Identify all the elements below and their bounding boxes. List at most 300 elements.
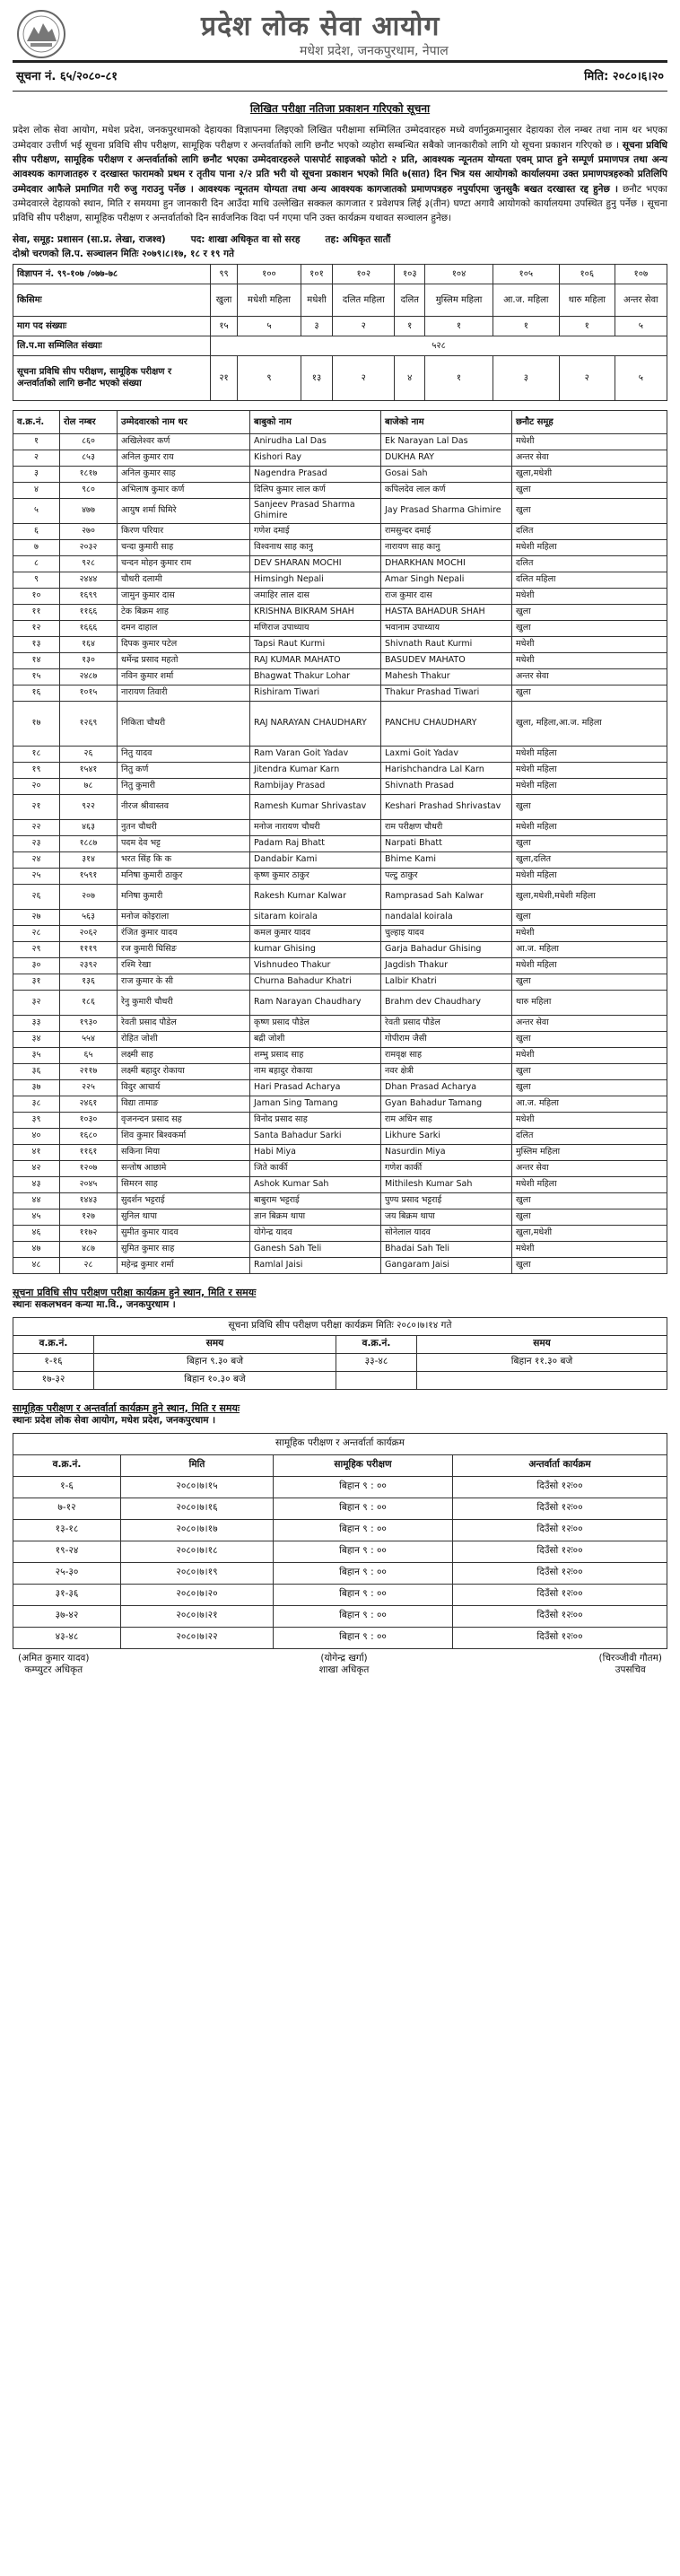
- grp-date: २०८०।७।२१: [121, 1605, 274, 1627]
- cand-group: खुला: [512, 1031, 667, 1047]
- cand-roll: १६६६: [60, 620, 118, 636]
- cand-roll: ११६६: [60, 604, 118, 620]
- cand-group: खुला: [512, 1079, 667, 1096]
- cand-roll: २०७: [60, 884, 118, 909]
- cand-name: अभिलाष कुमार कर्ण: [118, 482, 250, 498]
- it-col-sn: व.क्र.नं.: [336, 1335, 417, 1353]
- cand-grandfather: पल्टु ठाकुर: [381, 868, 512, 884]
- cand-grandfather: Brahm dev Chaudhary: [381, 990, 512, 1015]
- cand-roll: ६५: [60, 1047, 118, 1063]
- cand-sn: २९: [13, 941, 60, 957]
- cand-name: मनिषा कुमारी ठाकुर: [118, 868, 250, 884]
- cand-roll: ९२८: [60, 555, 118, 572]
- cand-sn: २३: [13, 835, 60, 851]
- table-row: [13, 925, 667, 941]
- cand-grandfather: Gosai Sah: [381, 466, 512, 482]
- selected-count: १३: [301, 355, 332, 400]
- cand-roll: २०६२: [60, 925, 118, 941]
- table-row: [13, 1015, 667, 1031]
- cand-name: अनिल कुमार साह: [118, 466, 250, 482]
- it-time: बिहान १०.३० बजे: [94, 1371, 336, 1389]
- cand-name: जामुन कुमार दास: [118, 588, 250, 604]
- cand-group: खुला,दलित: [512, 851, 667, 868]
- cand-name: मनोज कोइराला: [118, 909, 250, 925]
- grp-sn: ४३-४८: [13, 1627, 121, 1648]
- cand-group: खुला: [512, 835, 667, 851]
- cand-roll: ८५३: [60, 450, 118, 466]
- cand-sn: ७: [13, 539, 60, 555]
- col-name: उम्मेदवारको नाम थर: [118, 410, 250, 433]
- cand-roll: ४६३: [60, 819, 118, 835]
- cand-grandfather: Thakur Prashad Tiwari: [381, 685, 512, 701]
- table-row: [13, 1257, 667, 1273]
- cand-roll: ९८०: [60, 482, 118, 498]
- grp-sn: ७-१२: [13, 1498, 121, 1519]
- cand-name: सिमरन साह: [118, 1176, 250, 1192]
- cand-roll: १२६९: [60, 701, 118, 746]
- table-row: [13, 604, 667, 620]
- cand-name: लक्ष्मी बहादुर रोकाया: [118, 1063, 250, 1079]
- grp-group-time: बिहान ९ : ००: [274, 1519, 453, 1541]
- cand-father: Ashok Kumar Sah: [250, 1176, 381, 1192]
- cand-roll: ४८७: [60, 1241, 118, 1257]
- col-grandfather: बाजेको नाम: [381, 410, 512, 433]
- table-row: [13, 539, 667, 555]
- service-group: सेवा, समूह: प्रशासन (सा.प्र. लेखा, राजश्व): [13, 234, 166, 246]
- table-row: [13, 794, 667, 819]
- demand-count: २: [333, 316, 395, 336]
- cand-sn: १२: [13, 620, 60, 636]
- table-row: [13, 1225, 667, 1241]
- cand-roll: ९२२: [60, 794, 118, 819]
- cand-grandfather: Dhan Prasad Acharya: [381, 1079, 512, 1096]
- cand-sn: ३३: [13, 1015, 60, 1031]
- cand-group: खुला: [512, 604, 667, 620]
- cand-group: खुला,मधेशी: [512, 1225, 667, 1241]
- demand-count: १५: [211, 316, 238, 336]
- cand-father: Rambijay Prasad: [250, 778, 381, 794]
- table-row: [13, 835, 667, 851]
- cand-name: रंजित कुमार यादव: [118, 925, 250, 941]
- quota-adv-row: [13, 264, 667, 284]
- it-test-caption-row: [13, 1317, 667, 1335]
- cand-grandfather: Gangaram Jaisi: [381, 1257, 512, 1273]
- cand-group: मधेशी: [512, 636, 667, 652]
- cand-grandfather: Amar Singh Nepali: [381, 572, 512, 588]
- cand-father: जमाहिर लाल दास: [250, 588, 381, 604]
- table-row: [13, 778, 667, 794]
- grp-date: २०८०।७।१६: [121, 1498, 274, 1519]
- it-time: [417, 1371, 667, 1389]
- cand-father: Padam Raj Bhatt: [250, 835, 381, 851]
- cand-sn: ३: [13, 466, 60, 482]
- table-row: [13, 1176, 667, 1192]
- cand-name: नुतन चौधरी: [118, 819, 250, 835]
- cand-father: Rishiram Tiwari: [250, 685, 381, 701]
- cand-father: बाबुराम भट्टराई: [250, 1192, 381, 1209]
- cand-roll: २४६१: [60, 1096, 118, 1112]
- cand-name: सन्तोष आछामे: [118, 1160, 250, 1176]
- table-row: [13, 701, 667, 746]
- table-row: [13, 1112, 667, 1128]
- cand-sn: ४६: [13, 1225, 60, 1241]
- it-sn: १७-३२: [13, 1371, 94, 1389]
- cand-group: मधेशी: [512, 652, 667, 668]
- cand-grandfather: Likhure Sarki: [381, 1128, 512, 1144]
- cand-roll: ५५४: [60, 1031, 118, 1047]
- signature-block: [13, 1653, 667, 1677]
- cand-father: RAJ KUMAR MAHATO: [250, 652, 381, 668]
- cand-grandfather: Jay Prasad Sharma Ghimire: [381, 498, 512, 523]
- announcement-title: लिखित परीक्षा नतिजा प्रकाशन गरिएको सूचना: [249, 101, 431, 115]
- cand-group: दलित: [512, 523, 667, 539]
- table-row: [13, 620, 667, 636]
- cand-father: sitaram koirala: [250, 909, 381, 925]
- cand-grandfather: Harishchandra Lal Karn: [381, 762, 512, 778]
- cand-sn: ११: [13, 604, 60, 620]
- cand-group: आ.ज. महिला: [512, 1096, 667, 1112]
- cand-father: Ganesh Sah Teli: [250, 1241, 381, 1257]
- it-time: बिहान ११.३० बजे: [417, 1353, 667, 1371]
- table-row: [13, 1063, 667, 1079]
- selected-count: ३: [493, 355, 559, 400]
- post-name: पद: शाखा अधिकृत वा सो सरह: [190, 234, 301, 246]
- quota-demand-row: [13, 316, 667, 336]
- cand-grandfather: पुण्य प्रसाद भट्टराई: [381, 1192, 512, 1209]
- table-row: [13, 974, 667, 990]
- grp-col-sn: व.क्र.नं.: [13, 1454, 121, 1476]
- cand-grandfather: DUKHA RAY: [381, 450, 512, 466]
- grp-sn: १९-२४: [13, 1541, 121, 1562]
- cand-name: रज कुमारी घिसिङ: [118, 941, 250, 957]
- announcement-para3: छनौट भएका उम्मेदवारले देहायको स्थान, मिति र समयमा हुन जानकारी दिन आउँदा माथि उल्लेखित सक्कल कागजात र प्रवेशपत्र लिई ३(तीन) घण्टा अगावै आयोगको कार्यालयमा उपस्थित हुनु पर्नेछ । सूचना प्रविधि सीप परीक्षण, सामूहिक परीक्षण र अन्तर्वार्ताको दिन सार्वजनिक विदा पर्न गएमा पनि उक्त कार्यक्रम यथावत सञ्चालन हुनेछ।: [13, 183, 667, 224]
- cand-roll: १०३०: [60, 1112, 118, 1128]
- cand-grandfather: Mahesh Thakur: [381, 668, 512, 685]
- grp-date: २०८०।७।१५: [121, 1476, 274, 1498]
- cand-grandfather: DHARKHAN MOCHI: [381, 555, 512, 572]
- cand-grandfather: Narpati Bhatt: [381, 835, 512, 851]
- demand-count: ५: [238, 316, 301, 336]
- cand-roll: १११९: [60, 941, 118, 957]
- cand-group: मुस्लिम महिला: [512, 1144, 667, 1160]
- cand-name: चन्दन मोहन कुमार राम: [118, 555, 250, 572]
- cand-grandfather: Nasurdin Miya: [381, 1144, 512, 1160]
- cand-father: Nagendra Prasad: [250, 466, 381, 482]
- grp-sn: २५-३०: [13, 1562, 121, 1584]
- adv-number: १०१: [301, 264, 332, 284]
- table-row: [13, 1498, 667, 1519]
- quota-type-row: [13, 284, 667, 316]
- group-test-place: [13, 1415, 667, 1428]
- cand-roll: २४४४: [60, 572, 118, 588]
- table-row: [13, 746, 667, 762]
- cand-sn: २१: [13, 794, 60, 819]
- cand-father: KRISHNA BIKRAM SHAH: [250, 604, 381, 620]
- table-row: [13, 1096, 667, 1112]
- grp-interview-time: दिउँसो १२ः००: [453, 1519, 667, 1541]
- grp-sn: १३-१८: [13, 1519, 121, 1541]
- it-sn: १-१६: [13, 1353, 94, 1371]
- grp-interview-time: दिउँसो १२ः००: [453, 1627, 667, 1648]
- cand-name: निकिता चौधरी: [118, 701, 250, 746]
- cand-roll: १४४३: [60, 1192, 118, 1209]
- cand-name: नितु कुमारी: [118, 778, 250, 794]
- grp-group-time: बिहान ९ : ००: [274, 1627, 453, 1648]
- cand-father: विनोद प्रसाद साह: [250, 1112, 381, 1128]
- cand-sn: १६: [13, 685, 60, 701]
- table-row: [13, 523, 667, 539]
- cand-group: खुला: [512, 794, 667, 819]
- cand-group: दलित: [512, 555, 667, 572]
- cand-sn: १८: [13, 746, 60, 762]
- cand-group: मधेशी महिला: [512, 1176, 667, 1192]
- selected-count: १: [425, 355, 493, 400]
- cand-name: सुमीत कुमार यादव: [118, 1225, 250, 1241]
- cand-name: रेनु कुमारी चौधरी: [118, 990, 250, 1015]
- cand-group: मधेशी: [512, 925, 667, 941]
- cand-sn: २५: [13, 868, 60, 884]
- grp-interview-time: दिउँसो १२ः००: [453, 1541, 667, 1562]
- cand-roll: १६८०: [60, 1128, 118, 1144]
- cand-father: Anirudha Lal Das: [250, 433, 381, 450]
- cand-roll: ५६३: [60, 909, 118, 925]
- table-row: [13, 1584, 667, 1605]
- cand-roll: २०३२: [60, 539, 118, 555]
- cand-sn: ४३: [13, 1176, 60, 1192]
- cand-grandfather: Bhadai Sah Teli: [381, 1241, 512, 1257]
- cand-sn: ४४: [13, 1192, 60, 1209]
- cand-father: RAJ NARAYAN CHAUDHARY: [250, 701, 381, 746]
- cand-sn: ४: [13, 482, 60, 498]
- demand-count: १: [425, 316, 493, 336]
- selected-count: ४: [395, 355, 425, 400]
- adv-number: १०२: [333, 264, 395, 284]
- selected-count: २: [333, 355, 395, 400]
- cand-sn: ४०: [13, 1128, 60, 1144]
- cand-name: विद्या तामाङ: [118, 1096, 250, 1112]
- cand-name: अनिल कुमार राय: [118, 450, 250, 466]
- cand-sn: १७: [13, 701, 60, 746]
- signatory-name: (अमित कुमार यादव): [18, 1652, 90, 1663]
- cand-father: दिलिप कुमार लाल कर्ण: [250, 482, 381, 498]
- table-row: [13, 433, 667, 450]
- cand-father: कृष्ण कुमार ठाकुर: [250, 868, 381, 884]
- notice-number: सूचना नं. ६५/२०८०-८१: [16, 70, 118, 83]
- cand-father: कमल कुमार यादव: [250, 925, 381, 941]
- cand-roll: १५४१: [60, 762, 118, 778]
- cand-group: मधेशी महिला: [512, 762, 667, 778]
- it-test-row: [13, 1353, 667, 1371]
- cand-sn: ३७: [13, 1079, 60, 1096]
- cand-name: चौधरी दलामी: [118, 572, 250, 588]
- table-row: [13, 668, 667, 685]
- table-row: [13, 588, 667, 604]
- grp-col-group: सामूहिक परीक्षण: [274, 1454, 453, 1476]
- org-name: प्रदेश लोक सेवा आयोग: [201, 11, 440, 42]
- quota-type: दलित: [395, 284, 425, 316]
- cand-group: खुला,मधेशी,मधेशी महिला: [512, 884, 667, 909]
- cand-father: DEV SHARAN MOCHI: [250, 555, 381, 572]
- cand-father: kumar Ghising: [250, 941, 381, 957]
- cand-sn: ४७: [13, 1241, 60, 1257]
- cand-sn: १४: [13, 652, 60, 668]
- demand-count: १: [395, 316, 425, 336]
- table-row: [13, 482, 667, 498]
- cand-sn: ३५: [13, 1047, 60, 1063]
- cand-roll: २७०: [60, 523, 118, 539]
- quota-type: मधेशी महिला: [238, 284, 301, 316]
- grp-date: २०८०।७।२०: [121, 1584, 274, 1605]
- cand-name: रेवती प्रसाद पौडेल: [118, 1015, 250, 1031]
- candidate-header-row: [13, 410, 667, 433]
- cand-father: गणेश दमाई: [250, 523, 381, 539]
- cand-grandfather: BASUDEV MAHATO: [381, 652, 512, 668]
- table-row: [13, 1519, 667, 1541]
- cand-group: मधेशी: [512, 1112, 667, 1128]
- signatory: [599, 1653, 662, 1677]
- nepal-emblem-icon: [14, 9, 68, 59]
- cand-roll: १६४: [60, 636, 118, 652]
- cand-name: वृजनन्दन प्रसाद सह: [118, 1112, 250, 1128]
- grp-sn: ३१-३६: [13, 1584, 121, 1605]
- cand-grandfather: रेवती प्रसाद पौडेल: [381, 1015, 512, 1031]
- cand-grandfather: कपिलदेव लाल कर्ण: [381, 482, 512, 498]
- cand-roll: २८: [60, 1257, 118, 1273]
- quota-table: [13, 264, 667, 401]
- cand-name: धर्मेन्द्र प्रसाद महतो: [118, 652, 250, 668]
- it-time: बिहान ९.३० बजे: [94, 1353, 336, 1371]
- cand-father: Ram Narayan Chaudhary: [250, 990, 381, 1015]
- cand-group: खुला: [512, 685, 667, 701]
- cand-grandfather: नवर क्षेत्री: [381, 1063, 512, 1079]
- cand-group: खुला: [512, 1063, 667, 1079]
- second-phase-date: [13, 249, 667, 261]
- cand-group: मधेशी: [512, 1241, 667, 1257]
- cand-roll: १३०: [60, 652, 118, 668]
- cand-sn: १३: [13, 636, 60, 652]
- adv-number: १०६: [559, 264, 615, 284]
- adv-number: १००: [238, 264, 301, 284]
- grp-interview-time: दिउँसो १२ः००: [453, 1498, 667, 1519]
- table-row: [13, 868, 667, 884]
- cand-father: Vishnudeo Thakur: [250, 957, 381, 974]
- cand-roll: २२५: [60, 1079, 118, 1096]
- cand-father: Habi Miya: [250, 1144, 381, 1160]
- table-row: [13, 466, 667, 482]
- cand-group: मधेशी महिला: [512, 819, 667, 835]
- it-col-time: समय: [94, 1335, 336, 1353]
- cand-name: दिपक कुमार पटेल: [118, 636, 250, 652]
- signatory-name: (चिरञ्जीवी गौतम): [598, 1652, 662, 1663]
- cand-name: नितु यादव: [118, 746, 250, 762]
- cand-name: अखिलेश्वर कर्ण: [118, 433, 250, 450]
- cand-grandfather: राम परीक्षण चौधरी: [381, 819, 512, 835]
- letterhead: [13, 5, 667, 63]
- cand-group: मधेशी महिला: [512, 868, 667, 884]
- table-row: [13, 555, 667, 572]
- cand-sn: ५: [13, 498, 60, 523]
- candidate-rows: [13, 433, 667, 1273]
- cand-sn: ३९: [13, 1112, 60, 1128]
- cand-father: Ramlal Jaisi: [250, 1257, 381, 1273]
- cand-grandfather: HASTA BAHADUR SHAH: [381, 604, 512, 620]
- quota-type: आ.ज. महिला: [493, 284, 559, 316]
- cand-name: नविन कुमार शर्मा: [118, 668, 250, 685]
- cand-name: विदुर आचार्य: [118, 1079, 250, 1096]
- cand-father: कृष्ण प्रसाद पौडेल: [250, 1015, 381, 1031]
- cand-father: Sanjeev Prasad Sharma Ghimire: [250, 498, 381, 523]
- table-row: [13, 685, 667, 701]
- demand-count: ५: [615, 316, 667, 336]
- signatory-title: कम्प्युटर अधिकृत: [24, 1664, 83, 1676]
- cand-sn: ३४: [13, 1031, 60, 1047]
- grp-sn: १-६: [13, 1476, 121, 1498]
- cand-roll: १९३०: [60, 1015, 118, 1031]
- cand-grandfather: चुल्हाइ यादव: [381, 925, 512, 941]
- exam-label: लि.प.मा सम्मिलित संख्याः: [13, 336, 211, 355]
- cand-grandfather: nandalal koirala: [381, 909, 512, 925]
- group-test-place-text: स्थानः प्रदेश लोक सेवा आयोग, मधेश प्रदेश, जनकपुरधाम ।: [13, 1414, 216, 1426]
- cand-name: महेन्द्र कुमार शर्मा: [118, 1257, 250, 1273]
- cand-father: योगेन्द्र यादव: [250, 1225, 381, 1241]
- cand-sn: ३०: [13, 957, 60, 974]
- quota-selected-row: [13, 355, 667, 400]
- cand-group: खुला: [512, 974, 667, 990]
- table-row: [13, 851, 667, 868]
- cand-group: खुला: [512, 1192, 667, 1209]
- cand-group: अन्तर सेवा: [512, 1015, 667, 1031]
- table-row: [13, 884, 667, 909]
- cand-roll: २४८७: [60, 668, 118, 685]
- cand-group: मधेशी: [512, 1047, 667, 1063]
- cand-grandfather: सोनेलाल यादव: [381, 1225, 512, 1241]
- cand-roll: ११६१: [60, 1144, 118, 1160]
- type-label: किसिमः: [13, 284, 211, 316]
- cand-group: खुला,मधेशी: [512, 466, 667, 482]
- col-roll: रोल नम्बर: [60, 410, 118, 433]
- table-row: [13, 450, 667, 466]
- table-row: [13, 1192, 667, 1209]
- cand-name: नारायण तिवारी: [118, 685, 250, 701]
- adv-number: १०४: [425, 264, 493, 284]
- cand-name: आयुष शर्मा घिमिरे: [118, 498, 250, 523]
- demand-label: माग पद संख्याः: [13, 316, 211, 336]
- cand-sn: २२: [13, 819, 60, 835]
- cand-roll: १८८७: [60, 835, 118, 851]
- cand-name: चन्दा कुमारी साह: [118, 539, 250, 555]
- cand-group: मधेशी महिला: [512, 957, 667, 974]
- cand-sn: २४: [13, 851, 60, 868]
- quota-type: अन्तर सेवा: [615, 284, 667, 316]
- cand-group: खुला: [512, 482, 667, 498]
- cand-name: भरत सिंह कि क: [118, 851, 250, 868]
- cand-group: खुला, महिला,आ.ज. महिला: [512, 701, 667, 746]
- it-test-table: [13, 1317, 667, 1390]
- org-address: मधेश प्रदेश, जनकपुरधाम, नेपाल: [300, 44, 449, 58]
- cand-group: खुला: [512, 1209, 667, 1225]
- grp-interview-time: दिउँसो १२ः००: [453, 1605, 667, 1627]
- cand-father: Tapsi Raut Kurmi: [250, 636, 381, 652]
- cand-grandfather: Laxmi Goit Yadav: [381, 746, 512, 762]
- table-row: [13, 819, 667, 835]
- table-row: [13, 498, 667, 523]
- grp-date: २०८०।७।१८: [121, 1541, 274, 1562]
- cand-group: मधेशी महिला: [512, 539, 667, 555]
- cand-roll: १५९१: [60, 868, 118, 884]
- grp-col-interview: अन्तर्वार्ता कार्यक्रम: [453, 1454, 667, 1476]
- cand-name: सुमित कुमार साह: [118, 1241, 250, 1257]
- cand-roll: १२०७: [60, 1160, 118, 1176]
